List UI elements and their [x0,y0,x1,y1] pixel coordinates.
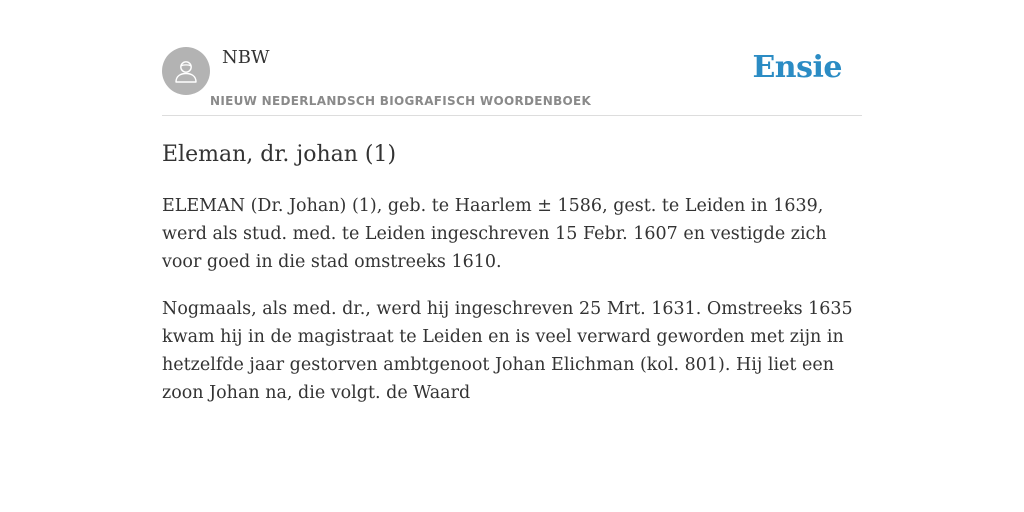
brand-logo[interactable]: Ensie [752,50,842,85]
source-avatar[interactable] [162,47,210,95]
source-full-name[interactable]: NIEUW NEDERLANDSCH BIOGRAFISCH WOORDENBOEK [210,94,592,108]
source-header [162,0,862,116]
article-paragraph: Nogmaals, als med. dr., werd hij ingeschreven 25 Mrt. 1631. Omstreeks 1635 kwam hij in de magistraat te Leiden en is veel verward geworden met zijn in hetzelfde jaar gestorven ambtgenoot Johan Elichman (kol. 801). Hij liet een zoon Johan na, die volgt. de Waard [162,299,853,403]
user-icon [172,57,200,85]
article-title: Eleman, dr. johan (1) [162,142,397,167]
page-content [162,0,862,407]
article-paragraph: ELEMAN (Dr. Johan) (1), geb. te Haarlem ± 1586, gest. te Leiden in 1639, werd als stud. med. te Leiden ingeschreven 15 Febr. 1607 en vestigde zich voor goed in die stad omstreeks 1610. [162,196,827,272]
source-name[interactable]: NBW [222,47,270,68]
